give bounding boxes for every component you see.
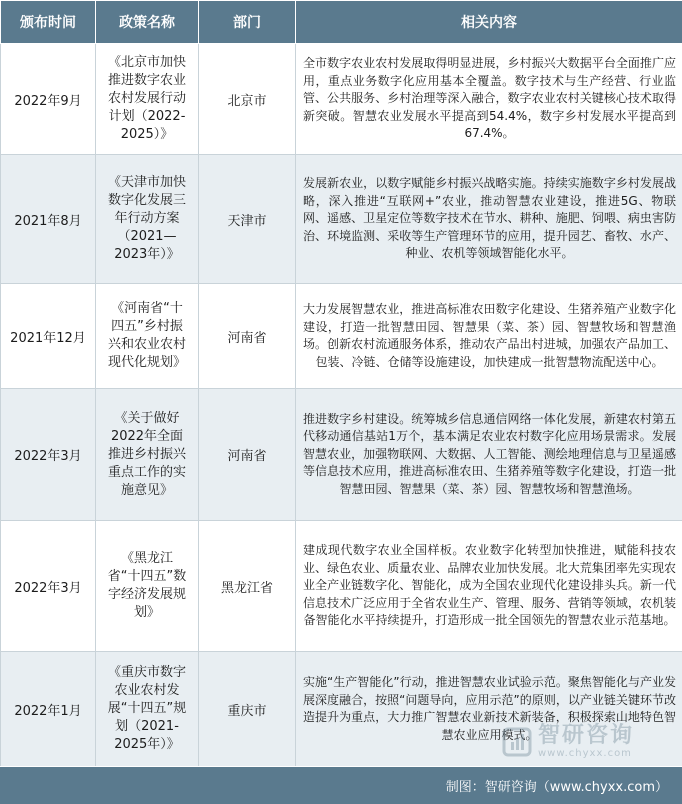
- table-row: [1, 521, 682, 652]
- table-row: [1, 155, 682, 284]
- row-content: 建成现代数字农业全国样板。农业数字化转型加快推进，赋能科技农业、绿色农业、质量农业、品牌农业加快发展。北大荒集团率先实现农业全产业链数字化、智能化，成为全国农业现代化建设排头兵。新一代信息技术广泛应用于全省农业生产、管理、服务、营销等领域，农机装备智能化水平持续提升，打造形成一批全国领先的智慧农业示范基地。: [296, 521, 682, 652]
- row-policy: 《北京市加快推进数字农业农村发展行动计划（2022-2025）》: [96, 44, 199, 155]
- row-dept: 北京市: [199, 44, 296, 155]
- row-content: 全市数字农业农村发展取得明显进展，乡村振兴大数据平台全面推广应用，重点业务数字化应用基本全覆盖。数字技术与生产经营、行业监管、公共服务、乡村治理等深入融合，数字农业农村关键核心技术取得新突破。智慧农业发展水平提高到54.4%，数字乡村发展水平提高到67.4%。: [296, 44, 682, 155]
- footer-bar: [0, 766, 682, 804]
- watermark: [502, 722, 634, 762]
- row-dept: 天津市: [199, 155, 296, 284]
- row-date: 2021年12月: [1, 284, 96, 389]
- table-row: [1, 389, 682, 521]
- row-policy: 《河南省“十四五”乡村振兴和农业农村现代化规划》: [96, 284, 199, 389]
- row-policy: 《黑龙江省“十四五”数字经济发展规划》: [96, 521, 199, 652]
- watermark-url: www.chyxx.com: [538, 748, 634, 760]
- row-content: 发展新农业，以数字赋能乡村振兴战略实施。持续实施数字乡村发展战略，深入推进“互联网+”农业，推动智慧农业建设，推进5G、物联网、遥感、卫星定位等数字技术在节水、耕种、施肥、饲喂、病虫害防治、环境监测、采收等生产管理环节的应用，提升园艺、畜牧、水产、种业、农机等领域智能化水平。: [296, 155, 682, 284]
- row-content: 实施“生产智能化”行动，推进智慧农业试验示范。聚焦智能化与产业发展深度融合，按照“问题导向，应用示范”的原则，以产业链关键环节改造提升为重点，大力推广智慧农业新技术新装备，积极探索山地特色智慧农业应用模式。: [296, 652, 682, 767]
- row-dept: 重庆市: [199, 652, 296, 767]
- table-row: [1, 44, 682, 155]
- header-date: 颁布时间: [1, 1, 96, 44]
- row-dept: 河南省: [199, 284, 296, 389]
- row-dept: 黑龙江省: [199, 521, 296, 652]
- table-row: [1, 284, 682, 389]
- row-policy: 《重庆市数字农业农村发展“十四五”规划（2021-2025年）》: [96, 652, 199, 767]
- row-dept: 河南省: [199, 389, 296, 521]
- row-date: 2022年3月: [1, 521, 96, 652]
- table-header-row: [1, 1, 682, 44]
- row-date: 2021年8月: [1, 155, 96, 284]
- header-content: 相关内容: [296, 1, 682, 44]
- row-policy: 《关于做好2022年全面推进乡村振兴重点工作的实施意见》: [96, 389, 199, 521]
- row-content: 推进数字乡村建设。统筹城乡信息通信网络一体化发展，新建农村第五代移动通信基站1万个，基本满足农业农村数字化应用场景需求。发展智慧农业，加强物联网、大数据、人工智能、测绘地理信息与卫星遥感等信息技术应用，推进高标准农田、生猪养殖等数字化建设，打造一批智慧田园、智慧果（菜、茶）园、智慧牧场和智慧渔场。: [296, 389, 682, 521]
- row-date: 2022年1月: [1, 652, 96, 767]
- row-content: 大力发展智慧农业，推进高标准农田数字化建设、生猪养殖产业数字化建设，打造一批智慧田园、智慧果（菜、茶）园、智慧牧场和智慧渔场。创新农村流通服务体系，推动农产品出村进城，加强农产品加工、包装、冷链、仓储等设施建设，加快建成一批智慧物流配送中心。: [296, 284, 682, 389]
- brand-logo-icon: [502, 727, 532, 757]
- header-dept: 部门: [199, 1, 296, 44]
- source-credit: 制图：智研咨询（www.chyxx.com）: [446, 776, 668, 795]
- row-date: 2022年9月: [1, 44, 96, 155]
- row-date: 2022年3月: [1, 389, 96, 521]
- watermark-name: 智研咨询: [538, 724, 634, 748]
- header-policy: 政策名称: [96, 1, 199, 44]
- row-policy: 《天津市加快数字化发展三年行动方案（2021—2023年）》: [96, 155, 199, 284]
